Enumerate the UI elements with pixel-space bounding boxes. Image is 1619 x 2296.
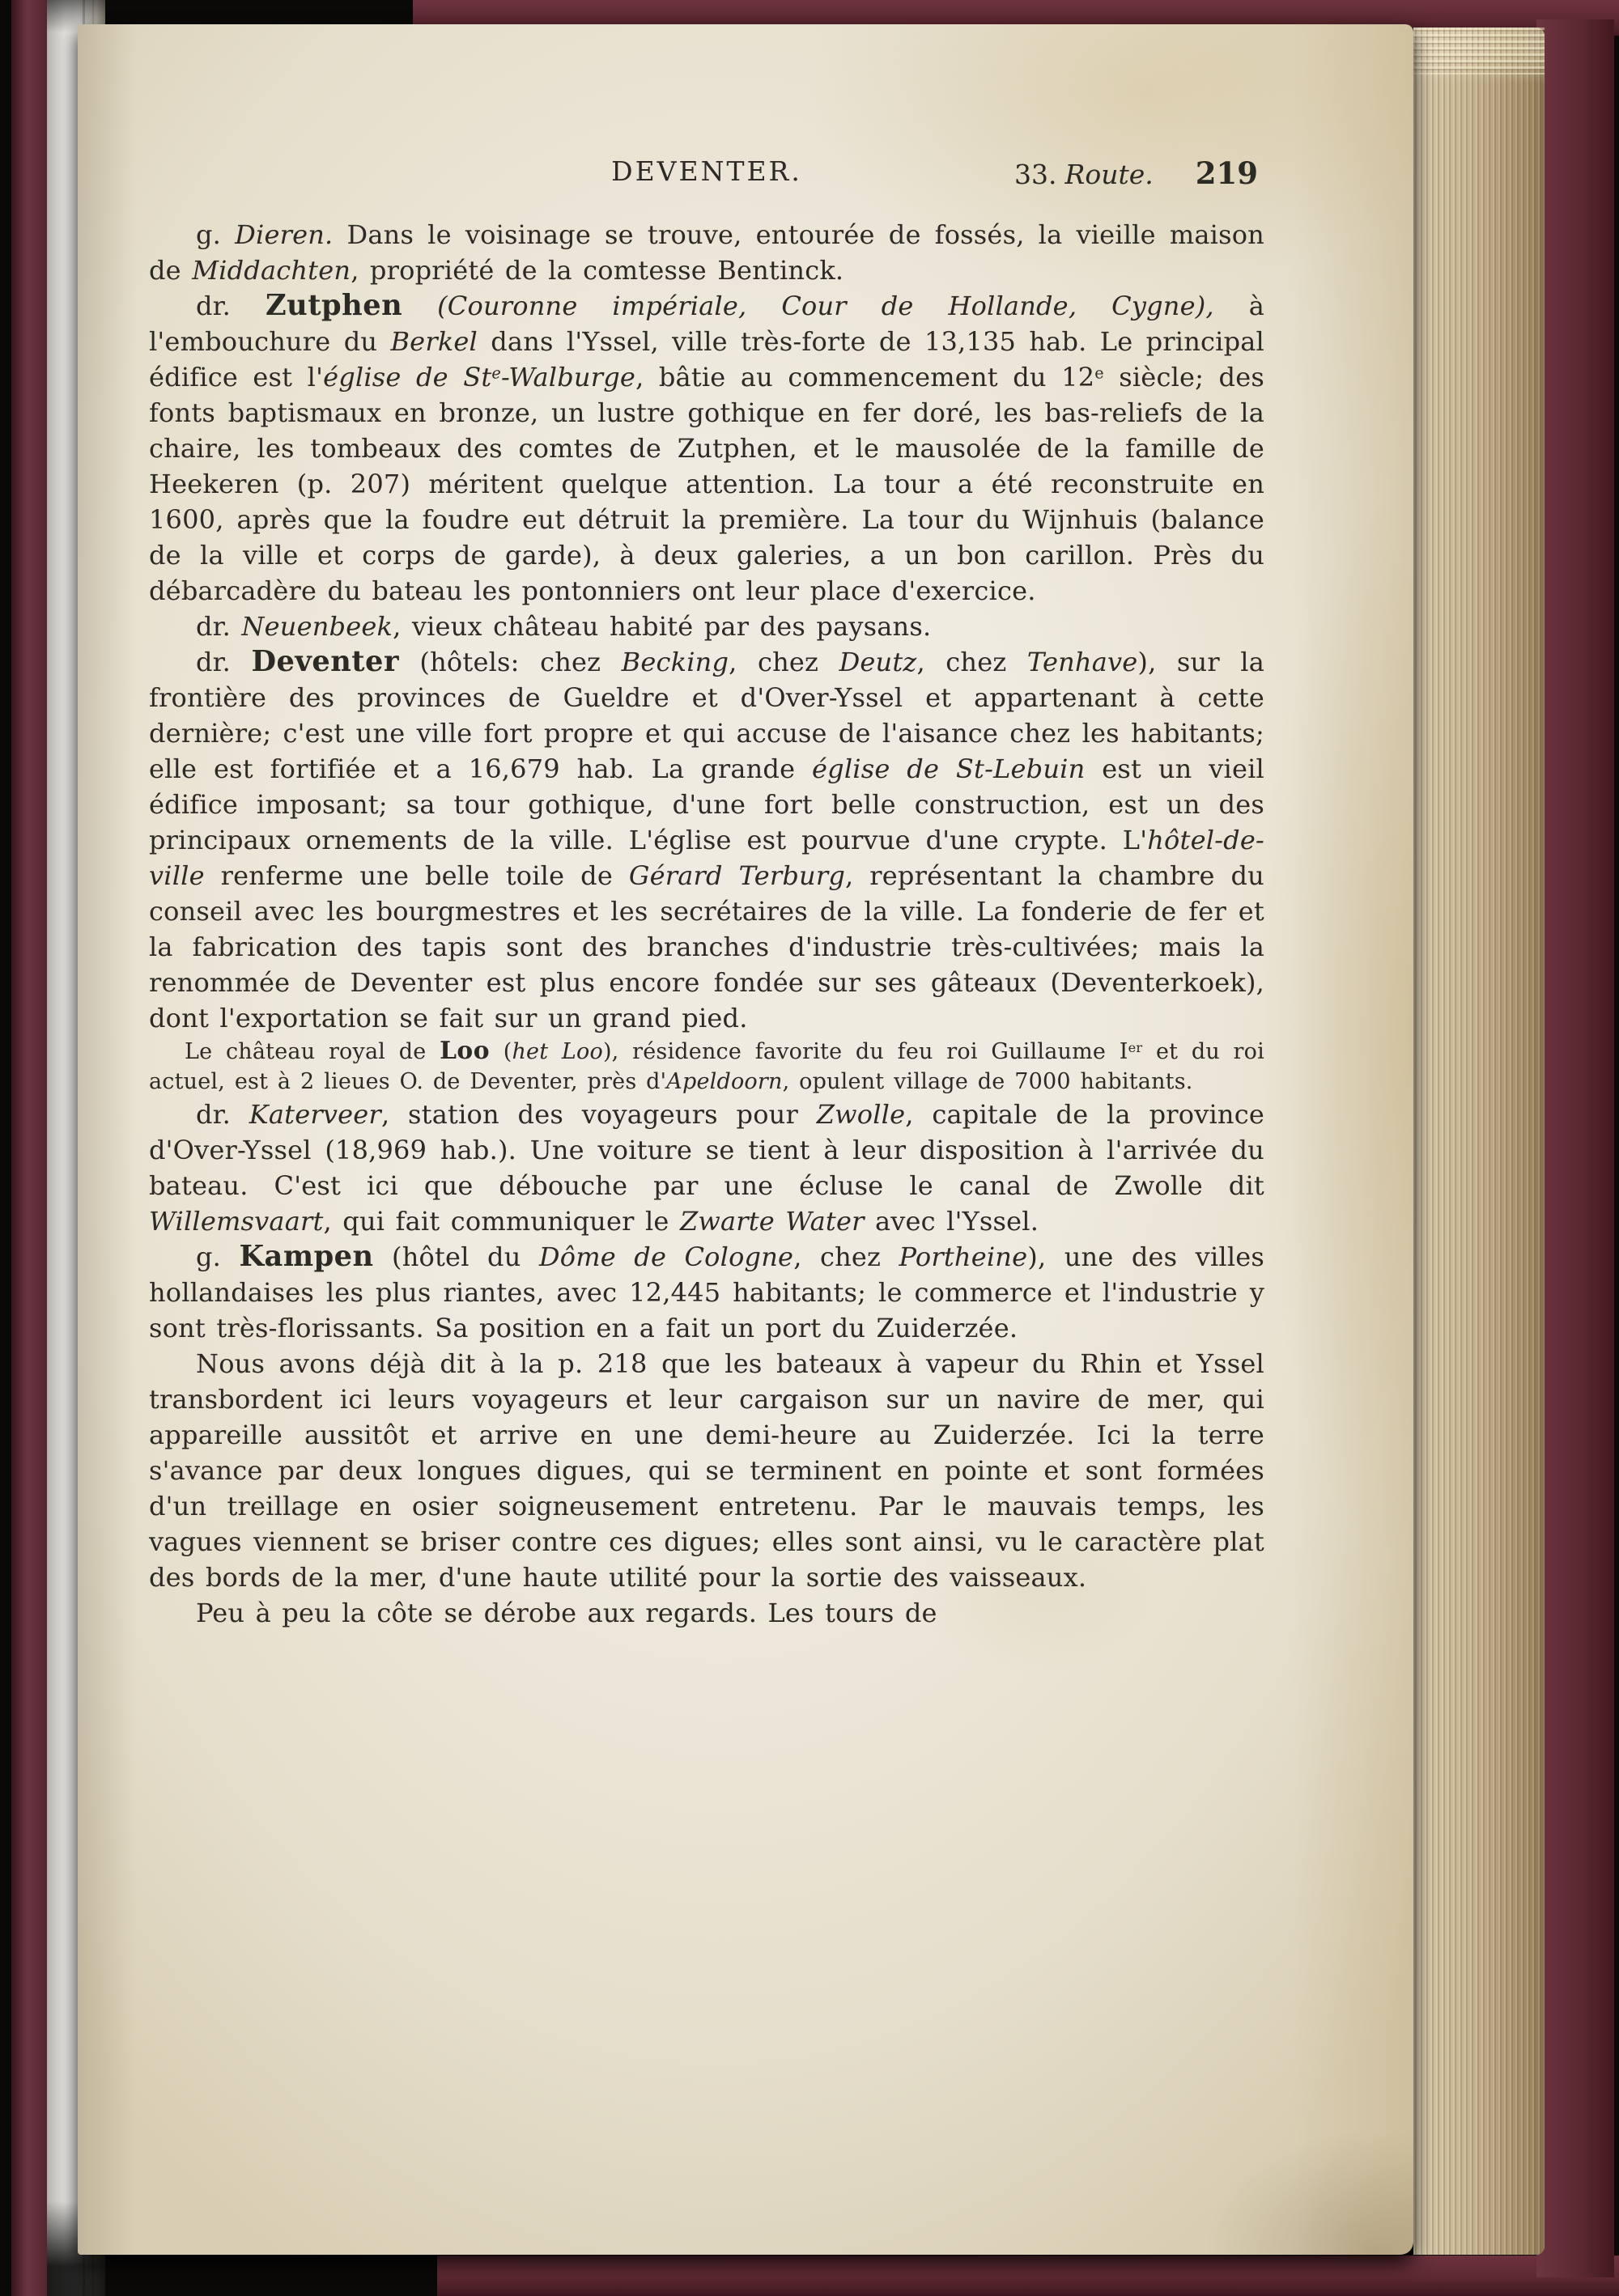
book-page: [78, 24, 1413, 2255]
book-cover-spine: [11, 0, 47, 2296]
running-head: [149, 155, 1264, 199]
paragraph: Peu à peu la côte se dérobe aux regards. Les tours de: [196, 1598, 937, 1628]
paragraph: Nous avons déjà dit à la p. 218 que les bateaux à vapeur du Rhin et Yssel transbordent ici leurs voyageurs et leur cargaison sur un navire de mer, qui appareille aussitôt et arrive en une demi-heure au Zuiderzée. Ici la terre s'avance par deux longues digues, qui se terminent en pointe et sont formées d'un treillage en osier soigneusement entretenu. Par le mauvais temps, les vagues viennent se briser contre ces digues; elles sont ainsi, vu le caractère plat des bords de la mer, d'une haute utilité pour la sortie des vaisseaux.: [149, 1348, 1264, 1593]
book-cover-right-edge: [1536, 19, 1614, 2277]
paragraph: dr. Neuenbeek, vieux château habité par des paysans.: [196, 611, 932, 642]
paragraph: g. Kampen (hôtel du Dôme de Cologne, chez Portheine), une des villes hollandaises les plus riantes, avec 12,445 habitants; le commerce et l'industrie y sont très-florissants. Sa position en a fait un port du Zuiderzée.: [149, 1240, 1265, 1343]
route-number: 33.: [1014, 159, 1057, 190]
page-number: 219: [1195, 155, 1258, 191]
running-head-route-ref: [1014, 155, 1258, 191]
paragraph: g. Dieren. Dans le voisinage se trouve, entourée de fossés, la vieille maison de Middachten, propriété de la comtesse Bentinck.: [149, 219, 1264, 286]
paragraph: Le château royal de Loo (het Loo), résidence favorite du feu roi Guillaume Ier et du roi actuel, est à 2 lieues O. de Deventer, près d'Apeldoorn, opulent village de 7000 habitants.: [149, 1037, 1264, 1094]
text-area: [149, 155, 1264, 1631]
route-label: Route.: [1064, 159, 1154, 190]
book-cover-bottom-edge: [437, 2256, 1619, 2296]
paragraph: dr. Zutphen (Couronne impériale, Cour de Hollande, Cygne), à l'embouchure du Berkel dans l'Yssel, ville très-forte de 13,135 hab. Le principal édifice est l'église de St$^e$-Walburge, bâtie au commencement du 12e siècle; des fonts baptismaux en bronze, un lustre gothique en fer doré, les bas-reliefs de la chaire, les tombeaux des comtes de Zutphen, et le mausolée de la famille de Heekeren (p. 207) méritent quelque attention. La tour a été reconstruite en 1600, après que la foudre eut détruit la première. La tour du Wijnhuis (balance de la ville et corps de garde), à deux galeries, a un bon carillon. Près du débarcadère du bateau les pontonniers ont leur place d'exercice.: [149, 289, 1265, 606]
running-head-title: DEVENTER.: [611, 155, 802, 187]
paragraph: dr. Katerveer, station des voyageurs pour Zwolle, capitale de la province d'Over-Yssel (18,969 hab.). Une voiture se tient à leur disposition à l'arrivée du bateau. C'est ici que débouche par une écluse le canal de Zwolle dit Willemsvaart, qui fait communiquer le Zwarte Water avec l'Yssel.: [149, 1099, 1264, 1237]
paragraph: dr. Deventer (hôtels: chez Becking, chez Deutz, chez Tenhave), sur la frontière des provinces de Gueldre et d'Over-Yssel et appartenant à cette dernière; c'est une ville fort propre et qui accuse de l'aisance chez les habitants; elle est fortifiée et a 16,679 hab. La grande église de St-Lebuin est un vieil édifice imposant; sa tour gothique, d'une fort belle construction, est un des principaux ornements de la ville. L'église est pourvue d'une crypte. L'hôtel-de-ville renferme une belle toile de Gérard Terburg, représentant la chambre du conseil avec les bourgmestres et les secrétaires de la ville. La fonderie de fer et la fabrication des tapis sont des branches d'industrie très-cultivées; mais la renommée de Deventer est plus encore fondée sur ses gâteaux (Deventerkoek), dont l'exportation se fait sur un grand pied.: [149, 645, 1264, 1033]
text-body: [149, 217, 1264, 1631]
right-page-edges: [1413, 28, 1545, 2255]
